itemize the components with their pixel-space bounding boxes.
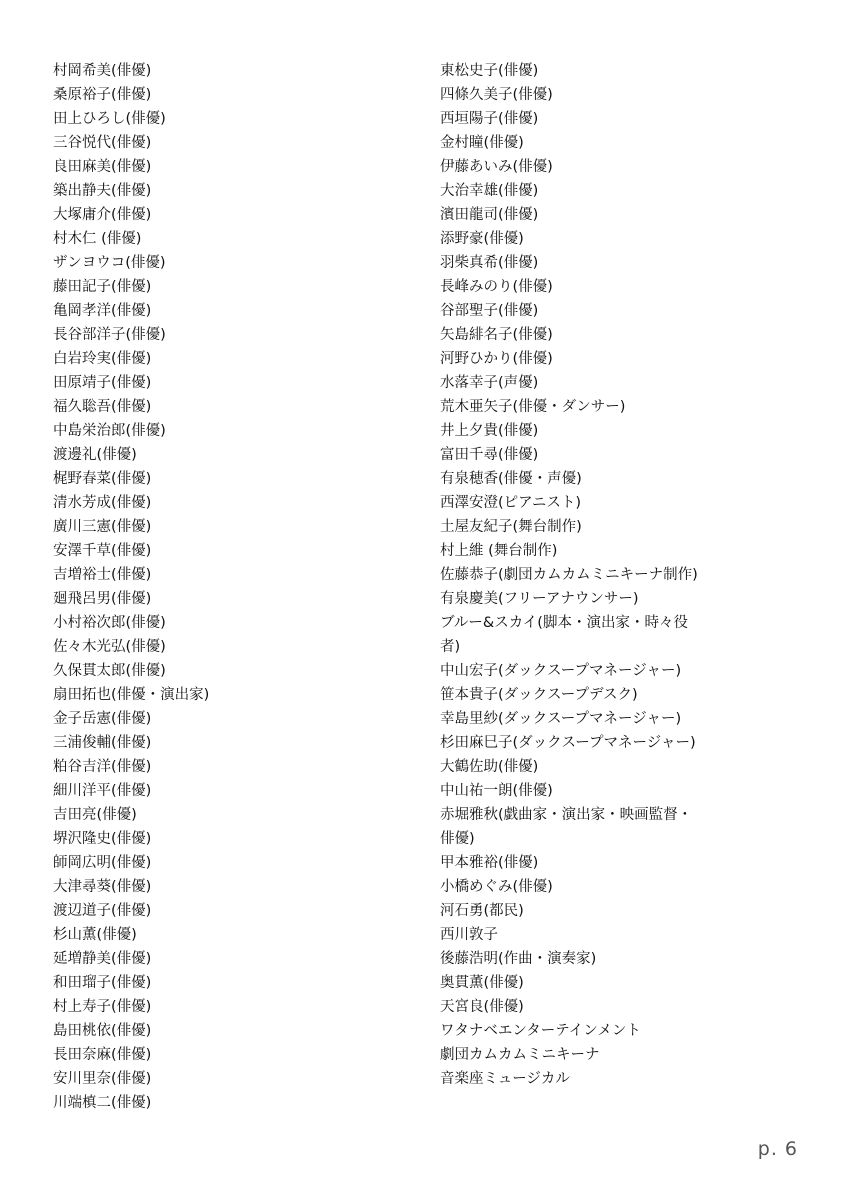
list-item: 西澤安澄(ピアニスト) bbox=[440, 495, 582, 511]
list-item: 土屋友紀子(舞台制作) bbox=[440, 519, 582, 535]
list-item: 幸島里紗(ダックスープマネージャー) bbox=[440, 711, 682, 727]
list-item: 長峰みのり(俳優) bbox=[440, 279, 553, 295]
list-item: ブルー&スカイ(脚本・演出家・時々役者) bbox=[440, 615, 688, 655]
list-item: 白岩玲実(俳優) bbox=[53, 351, 152, 367]
list-item: 長田奈麻(俳優) bbox=[53, 1047, 152, 1063]
list-item: 伊藤あいみ(俳優) bbox=[440, 159, 553, 175]
list-item: 羽柴真希(俳優) bbox=[440, 255, 539, 271]
list-item: 佐藤恭子(劇団カムカムミニキーナ制作) bbox=[440, 567, 698, 583]
list-item: ワタナベエンターテインメント bbox=[440, 1023, 641, 1039]
list-item: 築出静夫(俳優) bbox=[53, 183, 152, 199]
list-item: 大塚庸介(俳優) bbox=[53, 207, 152, 223]
list-item: 谷部聖子(俳優) bbox=[440, 303, 539, 319]
list-item: 荒木亜矢子(俳優・ダンサー) bbox=[440, 399, 626, 415]
list-item: 中山宏子(ダックスープマネージャー) bbox=[440, 663, 682, 679]
list-item: 赤堀雅秋(戯曲家・演出家・映画監督・俳優) bbox=[440, 807, 693, 847]
list-item: 島田桃依(俳優) bbox=[53, 1023, 152, 1039]
left-name-list bbox=[53, 59, 383, 1115]
list-item: 矢島緋名子(俳優) bbox=[440, 327, 553, 343]
list-item: 西川敦子 bbox=[440, 927, 498, 943]
list-item: 田原靖子(俳優) bbox=[53, 375, 152, 391]
list-item: 長谷部洋子(俳優) bbox=[53, 327, 166, 343]
list-item: ザンヨウコ(俳優) bbox=[53, 255, 166, 271]
list-item: 西垣陽子(俳優) bbox=[440, 111, 539, 127]
list-item: 師岡広明(俳優) bbox=[53, 855, 152, 871]
list-item: 濱田龍司(俳優) bbox=[440, 207, 539, 223]
list-item: 杉山薫(俳優) bbox=[53, 927, 137, 943]
list-item: 三浦俊輔(俳優) bbox=[53, 735, 152, 751]
list-item: 後藤浩明(作曲・演奏家) bbox=[440, 951, 597, 967]
list-item: 小村裕次郎(俳優) bbox=[53, 615, 166, 631]
list-item: 清水芳成(俳優) bbox=[53, 495, 152, 511]
list-item: 劇団カムカムミニキーナ bbox=[440, 1047, 600, 1063]
list-item: 渡邊礼(俳優) bbox=[53, 447, 137, 463]
page-number: p. 6 bbox=[757, 1138, 798, 1160]
list-item: 大津尋葵(俳優) bbox=[53, 879, 152, 895]
list-item: 水落幸子(声優) bbox=[440, 375, 539, 391]
list-item: 天宮良(俳優) bbox=[440, 999, 524, 1015]
list-item: 笹本貴子(ダックスープデスク) bbox=[440, 687, 638, 703]
list-item: 吉増裕士(俳優) bbox=[53, 567, 152, 583]
list-item: 富田千尋(俳優) bbox=[440, 447, 539, 463]
list-item: 藤田記子(俳優) bbox=[53, 279, 152, 295]
list-item: 大治幸雄(俳優) bbox=[440, 183, 539, 199]
list-item: 金子岳憲(俳優) bbox=[53, 711, 152, 727]
right-name-list bbox=[440, 59, 700, 1091]
list-item: 奥貫薫(俳優) bbox=[440, 975, 524, 991]
list-item: 河石勇(都民) bbox=[440, 903, 524, 919]
list-item: 甲本雅裕(俳優) bbox=[440, 855, 539, 871]
list-item: 福久聡吾(俳優) bbox=[53, 399, 152, 415]
list-item: 田上ひろし(俳優) bbox=[53, 111, 166, 127]
list-item: 延増静美(俳優) bbox=[53, 951, 152, 967]
list-item: 細川洋平(俳優) bbox=[53, 783, 152, 799]
list-item: 音楽座ミュージカル bbox=[440, 1071, 570, 1087]
list-item: 杉田麻巳子(ダックスープマネージャー) bbox=[440, 735, 696, 751]
list-item: 中島栄治郎(俳優) bbox=[53, 423, 166, 439]
list-item: 吉田亮(俳優) bbox=[53, 807, 137, 823]
list-item: 扇田拓也(俳優・演出家) bbox=[53, 687, 210, 703]
list-item: 久保貫太郎(俳優) bbox=[53, 663, 166, 679]
list-item: 粕谷吉洋(俳優) bbox=[53, 759, 152, 775]
list-item: 小橋めぐみ(俳優) bbox=[440, 879, 553, 895]
list-item: 安川里奈(俳優) bbox=[53, 1071, 152, 1087]
list-item: 桑原裕子(俳優) bbox=[53, 87, 152, 103]
list-item: 亀岡孝洋(俳優) bbox=[53, 303, 152, 319]
list-item: 三谷悦代(俳優) bbox=[53, 135, 152, 151]
list-item: 廣川三憲(俳優) bbox=[53, 519, 152, 535]
list-item: 安澤千草(俳優) bbox=[53, 543, 152, 559]
list-item: 東松史子(俳優) bbox=[440, 63, 539, 79]
list-item: 井上夕貴(俳優) bbox=[440, 423, 539, 439]
list-item: 堺沢隆史(俳優) bbox=[53, 831, 152, 847]
list-item: 廻飛呂男(俳優) bbox=[53, 591, 152, 607]
list-item: 中山祐一朗(俳優) bbox=[440, 783, 553, 799]
list-item: 川端槙二(俳優) bbox=[53, 1095, 152, 1111]
list-item: 四條久美子(俳優) bbox=[440, 87, 553, 103]
list-item: 村上維 (舞台制作) bbox=[440, 543, 558, 559]
list-item: 村岡希美(俳優) bbox=[53, 63, 152, 79]
list-item: 金村瞳(俳優) bbox=[440, 135, 524, 151]
list-item: 佐々木光弘(俳優) bbox=[53, 639, 166, 655]
list-item: 有泉慶美(フリーアナウンサー) bbox=[440, 591, 639, 607]
list-item: 村上寿子(俳優) bbox=[53, 999, 152, 1015]
list-item: 添野豪(俳優) bbox=[440, 231, 524, 247]
list-item: 有泉穂香(俳優・声優) bbox=[440, 471, 582, 487]
list-item: 渡辺道子(俳優) bbox=[53, 903, 152, 919]
list-item: 和田瑠子(俳優) bbox=[53, 975, 152, 991]
list-item: 河野ひかり(俳優) bbox=[440, 351, 553, 367]
list-item: 村木仁 (俳優) bbox=[53, 231, 142, 247]
list-item: 良田麻美(俳優) bbox=[53, 159, 152, 175]
list-item: 梶野春菜(俳優) bbox=[53, 471, 152, 487]
list-item: 大鶴佐助(俳優) bbox=[440, 759, 539, 775]
